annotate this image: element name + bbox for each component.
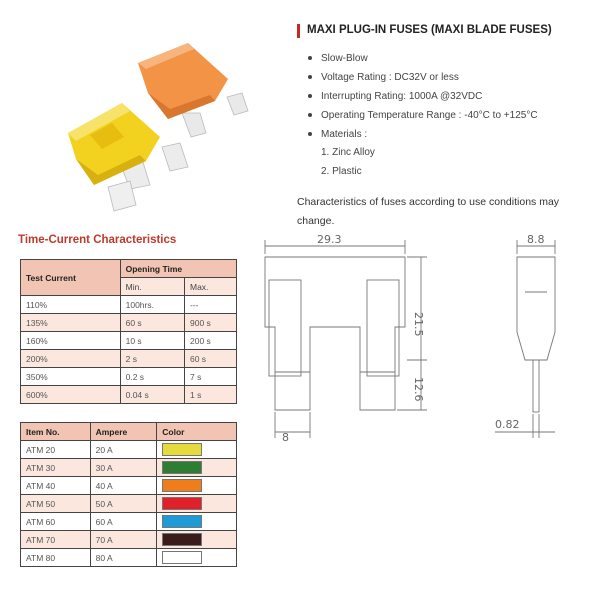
item-cell: ATM 50	[21, 495, 91, 513]
color-swatch	[162, 479, 202, 492]
thickness-dimension-label: 8.8	[527, 233, 545, 246]
table-row	[21, 386, 237, 404]
material-item: 2. Plastic	[321, 166, 362, 177]
spec-list	[305, 52, 538, 147]
color-swatch	[162, 533, 202, 546]
min-cell: 10 s	[120, 332, 184, 350]
title-accent-bar	[297, 24, 300, 38]
color-cell	[157, 513, 237, 531]
fuse-product-photo	[50, 35, 280, 220]
max-cell: 7 s	[184, 368, 236, 386]
max-cell: 1 s	[184, 386, 236, 404]
item-cell: ATM 70	[21, 531, 91, 549]
time-current-heading: Time-Current Characteristics	[18, 234, 177, 246]
color-cell	[157, 531, 237, 549]
test-current-cell: 110%	[21, 296, 121, 314]
color-swatch	[162, 515, 202, 528]
spec-item: Interrupting Rating: 1000A @32VDC	[305, 90, 538, 109]
product-title: MAXI PLUG-IN FUSES (MAXI BLADE FUSES)	[307, 24, 552, 36]
min-cell: 0.2 s	[120, 368, 184, 386]
color-cell	[157, 477, 237, 495]
ampere-header: Ampere	[90, 423, 157, 441]
spec-item: Slow-Blow	[305, 52, 538, 71]
color-swatch	[162, 461, 202, 474]
min-cell: 2 s	[120, 350, 184, 368]
dimension-drawings	[255, 232, 595, 452]
yellow-fuse-image	[68, 103, 188, 211]
table-row	[21, 350, 237, 368]
test-current-cell: 600%	[21, 386, 121, 404]
max-header: Max.	[184, 278, 236, 296]
table-row	[21, 332, 237, 350]
max-cell: 60 s	[184, 350, 236, 368]
min-cell: 100hrs.	[120, 296, 184, 314]
spec-item: Materials :	[305, 128, 538, 147]
table-row	[21, 531, 237, 549]
color-header: Color	[157, 423, 237, 441]
test-current-cell: 160%	[21, 332, 121, 350]
orange-fuse-image	[138, 43, 248, 137]
test-current-cell: 135%	[21, 314, 121, 332]
blade-thickness-dimension-label: 0.82	[495, 418, 520, 431]
min-cell: 0.04 s	[120, 386, 184, 404]
color-cell	[157, 459, 237, 477]
width-dimension-label: 29.3	[317, 233, 342, 246]
body-height-dimension-label: 21.5	[412, 312, 425, 337]
material-item: 1. Zinc Alloy	[321, 147, 375, 158]
item-cell: ATM 20	[21, 441, 91, 459]
item-no-header: Item No.	[21, 423, 91, 441]
spec-item: Operating Temperature Range : -40°C to +125°C	[305, 109, 538, 128]
ampere-cell: 20 A	[90, 441, 157, 459]
test-current-header: Test Current	[21, 260, 121, 296]
ampere-cell: 40 A	[90, 477, 157, 495]
ampere-cell: 30 A	[90, 459, 157, 477]
color-swatch	[162, 443, 202, 456]
item-cell: ATM 60	[21, 513, 91, 531]
table-row	[21, 459, 237, 477]
ampere-color-table	[20, 422, 237, 567]
test-current-cell: 200%	[21, 350, 121, 368]
spec-item: Voltage Rating : DC32V or less	[305, 71, 538, 90]
color-swatch	[162, 497, 202, 510]
table-row	[21, 314, 237, 332]
ampere-cell: 70 A	[90, 531, 157, 549]
table-row	[21, 296, 237, 314]
min-header: Min.	[120, 278, 184, 296]
max-cell: 200 s	[184, 332, 236, 350]
ampere-cell: 50 A	[90, 495, 157, 513]
color-cell	[157, 495, 237, 513]
item-cell: ATM 80	[21, 549, 91, 567]
table-row	[21, 477, 237, 495]
item-cell: ATM 40	[21, 477, 91, 495]
ampere-cell: 80 A	[90, 549, 157, 567]
table-row	[21, 441, 237, 459]
max-cell: ---	[184, 296, 236, 314]
max-cell: 900 s	[184, 314, 236, 332]
ampere-cell: 60 A	[90, 513, 157, 531]
table-row	[21, 513, 237, 531]
blade-length-dimension-label: 12.6	[412, 377, 425, 402]
min-cell: 60 s	[120, 314, 184, 332]
time-current-table	[20, 259, 237, 404]
test-current-cell: 350%	[21, 368, 121, 386]
table-row	[21, 495, 237, 513]
blade-width-dimension-label: 8	[282, 431, 289, 444]
side-view-drawing	[495, 240, 555, 438]
color-cell	[157, 441, 237, 459]
table-row	[21, 549, 237, 567]
usage-note: Characteristics of fuses according to use conditions may change.	[297, 196, 560, 227]
item-cell: ATM 30	[21, 459, 91, 477]
table-row	[21, 368, 237, 386]
opening-time-header: Opening Time	[120, 260, 236, 278]
materials-list	[321, 146, 375, 184]
color-swatch	[162, 551, 202, 564]
front-view-drawing	[265, 240, 427, 438]
color-cell	[157, 549, 237, 567]
